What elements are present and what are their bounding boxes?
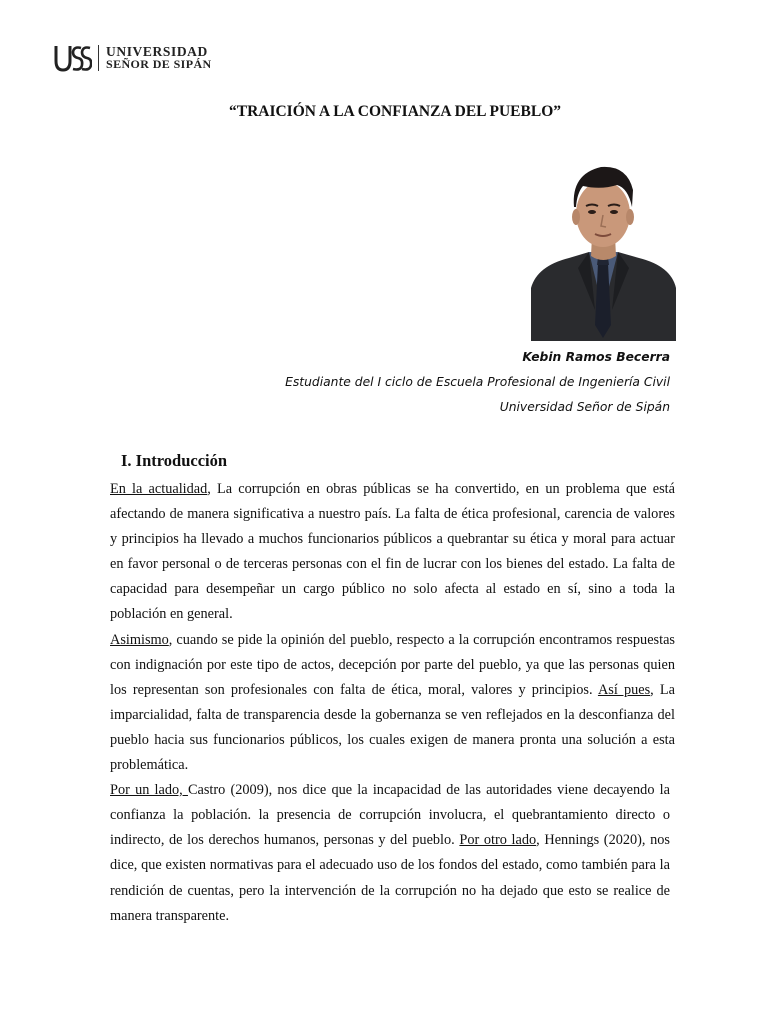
uss-monogram-icon — [54, 43, 92, 73]
p3-connector-2: Por otro lado — [459, 832, 537, 849]
p2-text-2: , La imparcialidad, falta de transparencia desde la gobernanza se ven reflejados en la desconfianza del pueblo hacia sus funcionarios públicos, los cuales exigen de manera pronta una solución a esta problemática. — [110, 681, 675, 774]
paragraph-1 — [110, 477, 675, 628]
body-text — [110, 477, 675, 929]
p2-connector: Asimismo — [110, 631, 169, 648]
logo-divider — [98, 45, 99, 71]
p1-connector: En la actualidad — [110, 481, 208, 497]
p3-text-1: Castro (2009), nos dice que la incapacidad de las autoridades viene decayendo la confianza la población. la presencia de corrupción involucra, el quebrantamiento directo o indirecto, de los derechos humanos, personas y del pueblo. — [110, 782, 670, 849]
p3-text-2: , Hennings (2020), nos dice, que existen normativas para el adecuado uso de los fondos del estado, como también para la rendición de cuentas, pero la intervención de la corrupción no ha dejado que esto se realice de manera transparente. — [110, 832, 670, 924]
logo-wordmark — [106, 45, 212, 71]
paragraph-3 — [110, 778, 670, 929]
logo-line-2: SEÑOR DE SIPÁN — [106, 57, 212, 71]
p1-text: , La corrupción en obras públicas se ha convertido, en un problema que está afectando de manera significativa a nuestro país. La falta de ética profesional, carencia de valores y principios ha llevado a muchos funcionarios públicos a quebrantar su ética y moral para actuar en favor personal o de terceras personas con el fin de lucrar con los bienes del estado. La falta de capacidad para desempeñar un cargo público no solo afecta al estado en sí, sino a toda la población en general. — [110, 481, 676, 623]
logo-line-1: UNIVERSIDAD — [106, 44, 208, 59]
section-heading: I. Introducción — [121, 451, 228, 470]
p2-text-1: , cuando se pide la opinión del pueblo, respecto a la corrupción encontramos respuestas con indignación por este tipo de actos, decepción por parte del pueblo, ya que las personas quien los representan son profesionales con falta de ética, moral, valores y principios. — [110, 631, 675, 698]
author-university: Universidad Señor de Sipán — [499, 400, 670, 414]
p3-connector: Por un lado, — [110, 782, 188, 799]
author-photo — [531, 160, 676, 341]
university-logo — [54, 43, 212, 73]
author-role: Estudiante del I ciclo de Escuela Profesional de Ingeniería Civil — [285, 375, 670, 389]
p2-connector-2: Así pues — [597, 681, 651, 698]
paragraph-2 — [110, 628, 675, 779]
author-name: Kebin Ramos Becerra — [522, 350, 670, 364]
document-title: “TRAICIÓN A LA CONFIANZA DEL PUEBLO” — [228, 103, 562, 120]
